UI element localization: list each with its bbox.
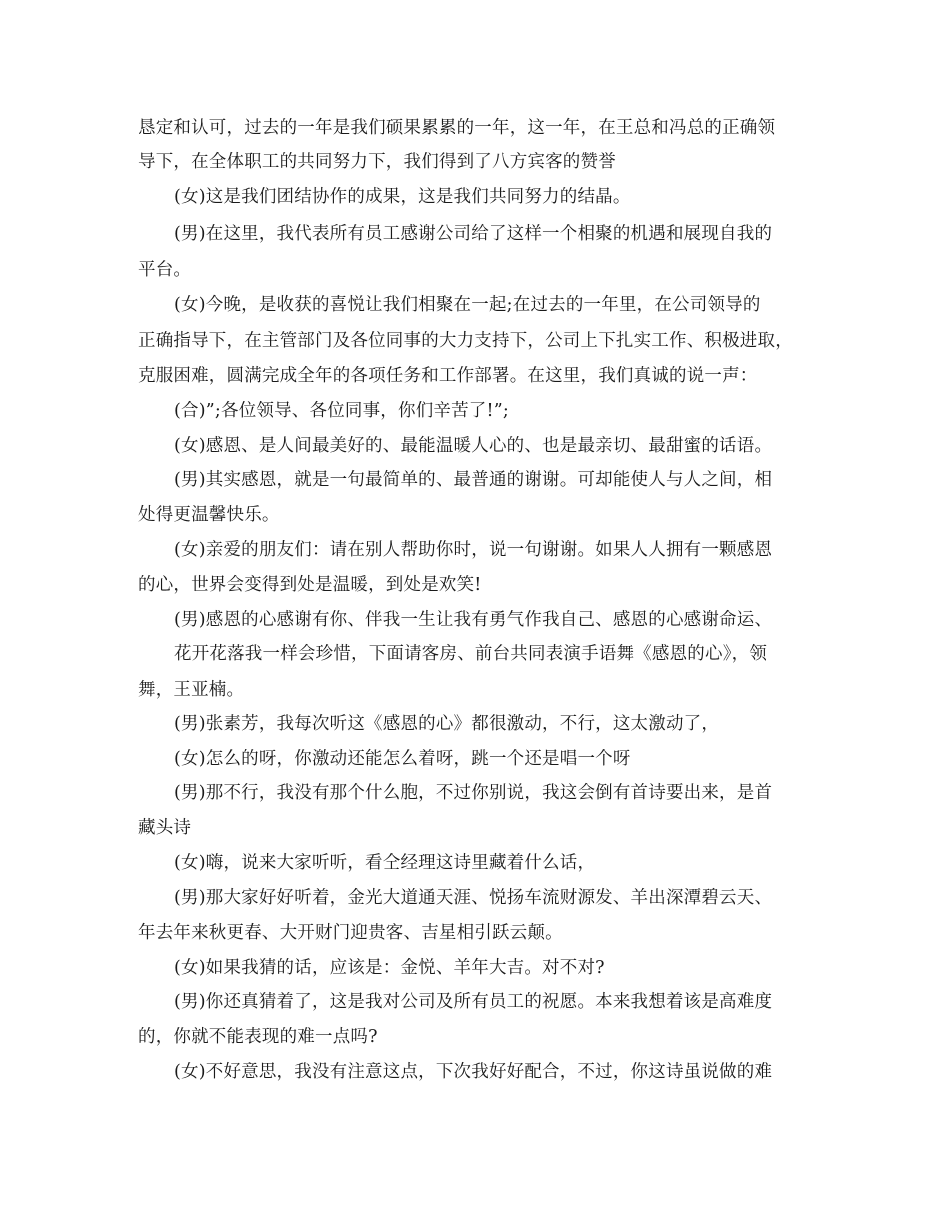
text-line: (男)在这里，我代表所有员工感谢公司给了这样一个相聚的机遇和展现自我的 <box>174 224 773 244</box>
text-line: 处得更温馨快乐。 <box>138 505 280 525</box>
text-line: (男)你还真猜着了，这是我对公司及所有员工的祝愿。本来我想着该是高难度 <box>174 992 773 1012</box>
text-line: 克服困难，圆满完成全年的各项任务和工作部署。在这里，我们真诚的说一声： <box>138 366 758 386</box>
text-line: (女)怎么的呀，你激动还能怎么着呀，跳一个还是唱一个呀 <box>174 749 631 769</box>
text-line: 年去年来秋更春、大开财门迎贵客、吉星相引跃云颠。 <box>138 923 563 943</box>
text-line: 的，你就不能表现的难一点吗? <box>138 1027 378 1047</box>
text-line: (女)嗨，说来大家听听，看仝经理这诗里藏着什么话， <box>174 853 596 873</box>
text-line: (女)不好意思，我没有注意这点，下次我好好配合，不过，你这诗虽说做的难 <box>174 1062 773 1082</box>
text-line: (男)感恩的心感谢有你、伴我一生让我有勇气作我自己、感恩的心感谢命运、 <box>174 610 773 630</box>
text-line: 舞，王亚楠。 <box>138 680 245 700</box>
text-line: (女)今晚，是收获的喜悦让我们相聚在一起;在过去的一年里，在公司领导的 <box>174 295 761 315</box>
text-line: (女)这是我们团结协作的成果，这是我们共同努力的结晶。 <box>174 187 631 207</box>
text-line: 导下，在全体职工的共同努力下，我们得到了八方宾客的赞誉 <box>138 152 616 172</box>
text-line: 恳定和认可，过去的一年是我们硕果累累的一年，这一年，在王总和冯总的正确领 <box>138 118 776 138</box>
text-line: (男)那不行，我没有那个什么胞，不过你别说，我这会倒有首诗要出来，是首 <box>174 783 773 803</box>
text-line: 平台。 <box>138 260 192 280</box>
text-line: (女)亲爱的朋友们：请在别人帮助你时，说一句谢谢。如果人人拥有一颗感恩 <box>174 540 773 560</box>
text-line: (男)其实感恩，就是一句最简单的、最普通的谢谢。可却能使人与人之间，相 <box>174 470 773 490</box>
text-line: 正确指导下，在主管部门及各位同事的大力支持下，公司上下扎实工作、积极进取， <box>138 331 793 351</box>
text-line: (男)张素芳，我每次听这《感恩的心》都很激动，不行，这太激动了， <box>174 714 720 734</box>
text-line: (男)那大家好好听着，金光大道通天涯、悦扬车流财源发、羊出深潭碧云天、 <box>174 888 773 908</box>
text-line: 藏头诗 <box>138 818 192 838</box>
text-line: (女)如果我猜的话，应该是：金悦、羊年大吉。对不对? <box>174 958 605 978</box>
text-line: 的心，世界会变得到处是温暖，到处是欢笑! <box>138 575 482 595</box>
text-line: (合)”;各位领导、各位同事，你们辛苦了!”; <box>174 401 509 421</box>
text-line: 花开花落我一样会珍惜，下面请客房、前台共同表演手语舞《感恩的心》，领 <box>174 644 768 664</box>
text-line: (女)感恩、是人间最美好的、最能温暖人心的、也是最亲切、最甜蜜的话语。 <box>174 436 773 456</box>
